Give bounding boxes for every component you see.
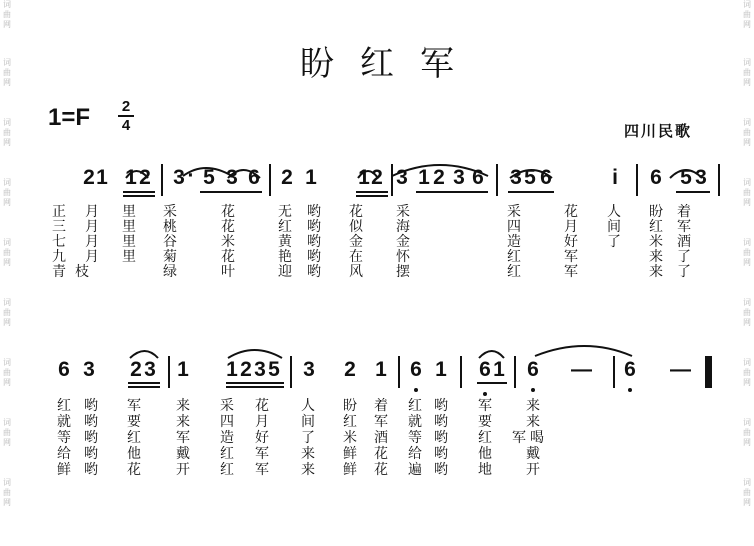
song-title: 盼红军 (300, 44, 480, 84)
lyric: 哟 (307, 219, 321, 235)
lyric: 月 (85, 204, 99, 220)
note: 5 (203, 166, 215, 189)
note: 1 (305, 166, 317, 189)
note: 2 (240, 358, 252, 381)
barline (514, 356, 516, 388)
dash: — (571, 358, 592, 381)
note: 1 (418, 166, 430, 189)
lyric: 着 (677, 204, 691, 220)
lyric: 菊 (163, 249, 177, 265)
barline (613, 356, 615, 388)
watermark-text: 词 曲 网 (743, 58, 751, 87)
lyric: 军 (677, 219, 691, 235)
lyric: 花 (221, 204, 235, 220)
watermark-text: 词 曲 网 (3, 58, 11, 87)
underline-beam (477, 382, 507, 384)
lyric: 来 (649, 249, 663, 265)
lyric: 就 (408, 414, 422, 430)
note: 6 (58, 358, 70, 381)
lyric: 叶 (221, 264, 235, 280)
note: 6 (472, 166, 484, 189)
lyric: 海 (396, 219, 410, 235)
note: 2 (139, 166, 151, 189)
underline-beam (123, 195, 155, 197)
lyric: 红 (220, 462, 234, 478)
underline-beam (416, 191, 488, 193)
lyric: 军 (127, 398, 141, 414)
lyric: 了 (677, 249, 691, 265)
lyric: 盼 (343, 398, 357, 414)
lyric: 四 (220, 414, 234, 430)
lyric: 来 (301, 446, 315, 462)
lyric: 四 (507, 219, 521, 235)
lyric: 迎 (278, 264, 292, 280)
lyric: 哟 (84, 398, 98, 414)
note: 6 (410, 358, 422, 381)
lyric: 要 (127, 414, 141, 430)
lyric: 哟 (84, 430, 98, 446)
lyric: 盼 (649, 204, 663, 220)
lyric: 着 (374, 398, 388, 414)
lyric: 军 (176, 430, 190, 446)
lyric: 哟 (434, 462, 448, 478)
song-origin: 四川民歌 (624, 122, 693, 140)
lyric: 来 (526, 414, 540, 430)
lyric: 七 (52, 234, 66, 250)
lyric: 鲜 (343, 446, 357, 462)
lyric: 月 (255, 414, 269, 430)
watermark-text: 词 曲 网 (743, 418, 751, 447)
lyric: 来 (649, 264, 663, 280)
lyric: 他 (478, 446, 492, 462)
note: 2 (281, 166, 293, 189)
barline (168, 356, 170, 388)
lyric: 绿 (163, 264, 177, 280)
note: 3 (453, 166, 465, 189)
lyric: 军 (564, 264, 578, 280)
lyric: 等 (408, 430, 422, 446)
key-signature: 1=F (48, 104, 91, 131)
note: 5 (268, 358, 280, 381)
lyric: 红 (408, 398, 422, 414)
barline (636, 164, 638, 196)
note: 1 (435, 358, 447, 381)
lyric: 了 (677, 264, 691, 280)
underline-beam (508, 191, 554, 193)
lyric: 军 (564, 249, 578, 265)
lyric: 红 (507, 249, 521, 265)
barline (398, 356, 400, 388)
lyric: 好 (255, 430, 269, 446)
lyric: 花 (221, 249, 235, 265)
lyric: 来 (301, 462, 315, 478)
lyric: 花 (374, 446, 388, 462)
lyric: 花 (564, 204, 578, 220)
barline (161, 164, 163, 196)
note: 3 (254, 358, 266, 381)
lyric: 风 (349, 264, 363, 280)
watermark-text: 词 曲 网 (743, 118, 751, 147)
lyric: 三 (52, 219, 66, 235)
lyric: 无 (278, 204, 292, 220)
note: 5 (524, 166, 536, 189)
lyric: 红 (478, 430, 492, 446)
barline (496, 164, 498, 196)
lyric: 花 (221, 219, 235, 235)
lyric: 怀 (396, 249, 410, 265)
time-signature-top: 2 (121, 98, 131, 115)
lyric: 军 (255, 446, 269, 462)
lyric: 遍 (408, 462, 422, 478)
lyric: 军 (512, 430, 526, 446)
lyric: 哟 (434, 430, 448, 446)
lyric: 桃 (163, 219, 177, 235)
lyric: 鲜 (343, 462, 357, 478)
note: 2 (371, 166, 383, 189)
watermark-text: 词 曲 网 (3, 238, 11, 267)
lyric: 月 (85, 249, 99, 265)
lyric: 红 (278, 219, 292, 235)
note: 3 (226, 166, 238, 189)
note: 1 (125, 166, 137, 189)
lyric: 开 (176, 462, 190, 478)
watermark-text: 词 曲 网 (743, 0, 751, 29)
lyric: 金 (396, 234, 410, 250)
lyric: 采 (220, 398, 234, 414)
lyric: 戴 (526, 446, 540, 462)
lyric: 来 (176, 414, 190, 430)
lyric: 等 (57, 430, 71, 446)
final-barline (705, 356, 712, 388)
lyric: 哟 (307, 264, 321, 280)
lyric: 喝 (530, 430, 544, 446)
lyric: 他 (127, 446, 141, 462)
underline-beam (676, 191, 710, 193)
lyric: 酒 (374, 430, 388, 446)
dash: — (670, 358, 691, 381)
note: 3 (144, 358, 156, 381)
time-signature-bottom: 4 (121, 117, 131, 134)
score-line-2 (0, 336, 754, 546)
note: 6 (479, 358, 491, 381)
underline-beam (128, 382, 160, 384)
lyric: 谷 (163, 234, 177, 250)
lyric: 来 (176, 398, 190, 414)
watermark-text: 词 曲 网 (3, 478, 11, 507)
note: 6 (624, 358, 636, 381)
lyric: 开 (526, 462, 540, 478)
lyric: 花 (374, 462, 388, 478)
note: 1 (375, 358, 387, 381)
lyric: 军 (374, 414, 388, 430)
lyric: 给 (57, 446, 71, 462)
lyric: 月 (85, 234, 99, 250)
watermark-text: 词 曲 网 (3, 118, 11, 147)
lyric: 米 (221, 234, 235, 250)
lyric: 哟 (434, 446, 448, 462)
low-octave-dot (531, 388, 535, 392)
lyric: 哟 (307, 234, 321, 250)
watermark-text: 词 曲 网 (743, 358, 751, 387)
lyric: 哟 (434, 398, 448, 414)
lyric: 里 (122, 219, 136, 235)
note: i (612, 166, 618, 189)
lyric: 采 (507, 204, 521, 220)
barline (460, 356, 462, 388)
barline (269, 164, 271, 196)
note: 5 (680, 166, 692, 189)
barline (290, 356, 292, 388)
time-signature (118, 99, 134, 133)
watermark-text: 词 曲 网 (3, 418, 11, 447)
lyric: 就 (57, 414, 71, 430)
lyric: 采 (163, 204, 177, 220)
lyric: 月 (564, 219, 578, 235)
note: 6 (527, 358, 539, 381)
lyric: 戴 (176, 446, 190, 462)
lyric: 红 (343, 414, 357, 430)
lyric: 红 (220, 446, 234, 462)
lyric: 好 (564, 234, 578, 250)
note: 3 (83, 358, 95, 381)
note: 1 (493, 358, 505, 381)
watermark-text: 词 曲 网 (3, 0, 11, 29)
low-octave-dot (628, 388, 632, 392)
watermark-text: 词 曲 网 (743, 238, 751, 267)
note: 6 (540, 166, 552, 189)
lyric: 在 (349, 249, 363, 265)
lyric: 艳 (278, 249, 292, 265)
note: 1 (96, 166, 108, 189)
score-line-1 (0, 150, 754, 360)
lyric: 人 (607, 204, 621, 220)
lyric: 金 (349, 234, 363, 250)
barline (718, 164, 720, 196)
lyric: 哟 (84, 462, 98, 478)
lyric: 酒 (677, 234, 691, 250)
lyric: 红 (507, 264, 521, 280)
underline-beam (226, 382, 284, 384)
lyric: 哟 (307, 249, 321, 265)
lyric: 花 (127, 462, 141, 478)
lyric: 红 (127, 430, 141, 446)
lyric: 人 (301, 398, 315, 414)
lyric: 里 (122, 204, 136, 220)
lyric: 似 (349, 219, 363, 235)
underline-beam (356, 195, 388, 197)
lyric: 要 (478, 414, 492, 430)
lyric: 里 (122, 249, 136, 265)
note: 2 (130, 358, 142, 381)
lyric: 哟 (84, 414, 98, 430)
lyric: 造 (507, 234, 521, 250)
underline-beam (200, 191, 262, 193)
note: 2 (344, 358, 356, 381)
lyric: 间 (607, 219, 621, 235)
lyric: 哟 (84, 446, 98, 462)
note: 3 (396, 166, 408, 189)
watermark-text: 词 曲 网 (3, 358, 11, 387)
watermark-text: 词 曲 网 (3, 298, 11, 327)
lyric: 米 (649, 234, 663, 250)
lyric: 正 (52, 204, 66, 220)
lyric: 里 (122, 234, 136, 250)
note: 1 (177, 358, 189, 381)
note: 3 (173, 166, 185, 189)
lyric: 九 (52, 249, 66, 265)
note: 6 (650, 166, 662, 189)
lyric: 哟 (434, 414, 448, 430)
note: 3 (510, 166, 522, 189)
lyric: 间 (301, 414, 315, 430)
lyric: 地 (478, 462, 492, 478)
lyric: 红 (649, 219, 663, 235)
lyric: 采 (396, 204, 410, 220)
note: 2 (83, 166, 95, 189)
lyric: 来 (526, 398, 540, 414)
underline-beam (356, 191, 388, 193)
watermark-text: 词 曲 网 (743, 478, 751, 507)
underline-beam (128, 386, 160, 388)
note: 2 (433, 166, 445, 189)
lyric: 黄 (278, 234, 292, 250)
augmentation-dot: · (187, 164, 195, 187)
lyric: 月 (85, 219, 99, 235)
lyric: 青 (52, 264, 66, 280)
lyric: 花 (349, 204, 363, 220)
note: 3 (695, 166, 707, 189)
lyric: 了 (301, 430, 315, 446)
underline-beam (123, 191, 155, 193)
low-octave-dot (483, 392, 487, 396)
watermark-text: 词 曲 网 (3, 178, 11, 207)
lyric: 花 (255, 398, 269, 414)
note: 6 (248, 166, 260, 189)
note: 3 (303, 358, 315, 381)
lyric: 了 (607, 234, 621, 250)
lyric: 红 (57, 398, 71, 414)
lyric: 造 (220, 430, 234, 446)
lyric: 给 (408, 446, 422, 462)
lyric: 鲜 (57, 462, 71, 478)
lyric: 军 (255, 462, 269, 478)
note: 1 (226, 358, 238, 381)
note: 1 (358, 166, 370, 189)
watermark-text: 词 曲 网 (743, 298, 751, 327)
low-octave-dot (414, 388, 418, 392)
lyric: 枝 (75, 264, 89, 280)
lyric: 军 (478, 398, 492, 414)
lyric: 哟 (307, 204, 321, 220)
watermark-text: 词 曲 网 (743, 178, 751, 207)
lyric: 摆 (396, 264, 410, 280)
lyric: 米 (343, 430, 357, 446)
underline-beam (226, 386, 284, 388)
